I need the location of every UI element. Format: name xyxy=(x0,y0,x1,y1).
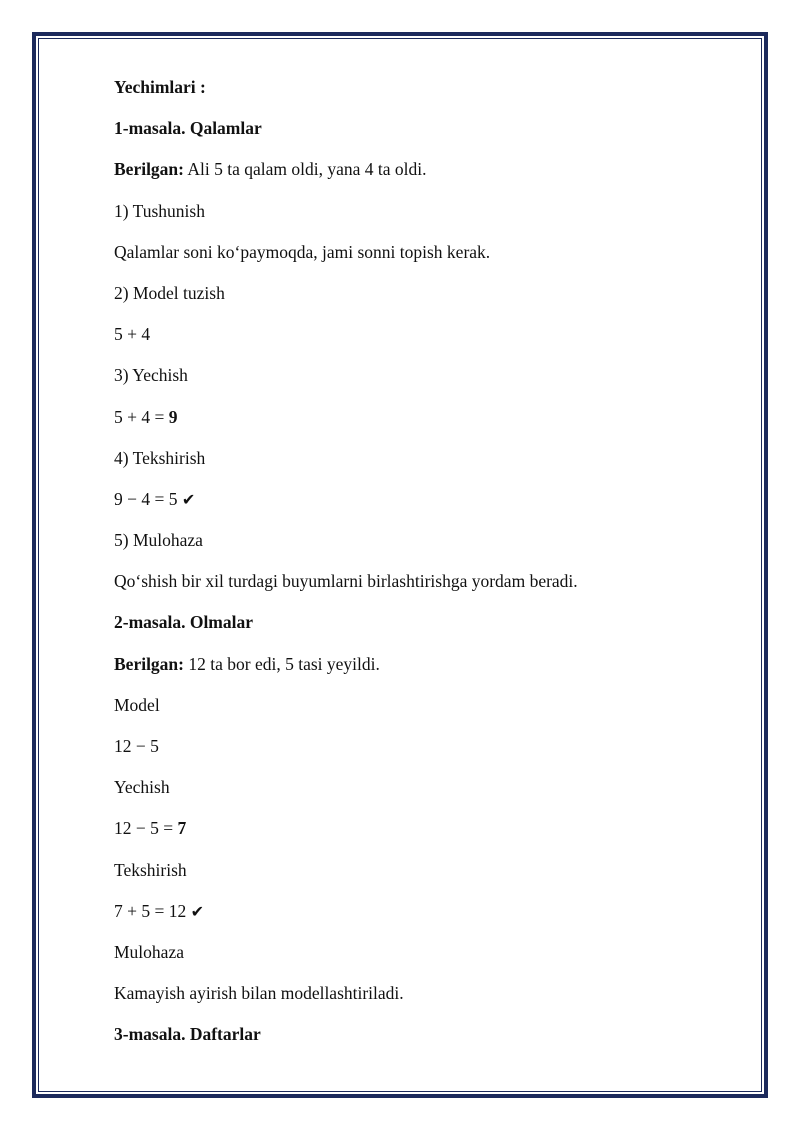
problem-2-reflection-label: Mulohaza xyxy=(114,941,184,962)
problem-2-solution xyxy=(114,814,714,842)
problem-1-title: 1-masala. Qalamlar xyxy=(114,118,262,139)
problem-1-step-solve: 3) Yechish xyxy=(114,365,188,386)
problem-2-model: 12 − 5 xyxy=(114,736,159,756)
problem-1-step-understanding: 1) Tushunish xyxy=(114,200,205,221)
solution-answer: 9 xyxy=(168,406,178,427)
problem-3-title: 3-masala. Daftarlar xyxy=(114,1024,261,1045)
solution-answer: 7 xyxy=(177,818,187,839)
given-text: 12 ta bor edi, 5 tasi yeyildi. xyxy=(184,653,380,674)
check-expression: 9 − 4 = 5 xyxy=(114,488,182,509)
problem-2-model-label: Model xyxy=(114,694,160,715)
problem-2-given xyxy=(114,650,714,678)
check-expression: 7 + 5 = 12 xyxy=(114,900,191,921)
given-text: Ali 5 ta qalam oldi, yana 4 ta oldi. xyxy=(184,159,427,180)
given-label: Berilgan: xyxy=(114,653,184,674)
problem-1-reflection-text: Qoʻshish bir xil turdagi buyumlarni birlashtirishga yordam beradi. xyxy=(114,571,578,592)
solution-expression: 12 − 5 = xyxy=(114,818,178,839)
solution-expression: 5 + 4 = xyxy=(114,406,169,427)
given-label: Berilgan: xyxy=(114,159,184,180)
problem-1-check xyxy=(114,485,714,513)
problem-2-solve-label: Yechish xyxy=(114,777,170,798)
problem-1-solution xyxy=(114,403,714,431)
problem-1-model: 5 + 4 xyxy=(114,324,151,345)
document-body xyxy=(114,73,714,1062)
problem-1-understanding-text: Qalamlar soni koʻpaymoqda, jami sonni topish kerak. xyxy=(114,241,491,262)
problem-1-given xyxy=(114,155,714,183)
problem-2-title: 2-masala. Olmalar xyxy=(114,612,254,633)
solutions-heading: Yechimlari : xyxy=(114,77,206,97)
problem-2-reflection-text: Kamayish ayirish bilan modellashtiriladi. xyxy=(114,983,404,1004)
problem-1-step-reflection: 5) Mulohaza xyxy=(114,530,203,551)
problem-1-step-check: 4) Tekshirish xyxy=(114,447,206,468)
problem-2-check xyxy=(114,897,714,925)
checkmark-icon: ✔ xyxy=(181,489,196,509)
checkmark-icon: ✔ xyxy=(190,901,205,921)
problem-1-step-model: 2) Model tuzish xyxy=(114,282,225,303)
problem-2-check-label: Tekshirish xyxy=(114,859,187,880)
